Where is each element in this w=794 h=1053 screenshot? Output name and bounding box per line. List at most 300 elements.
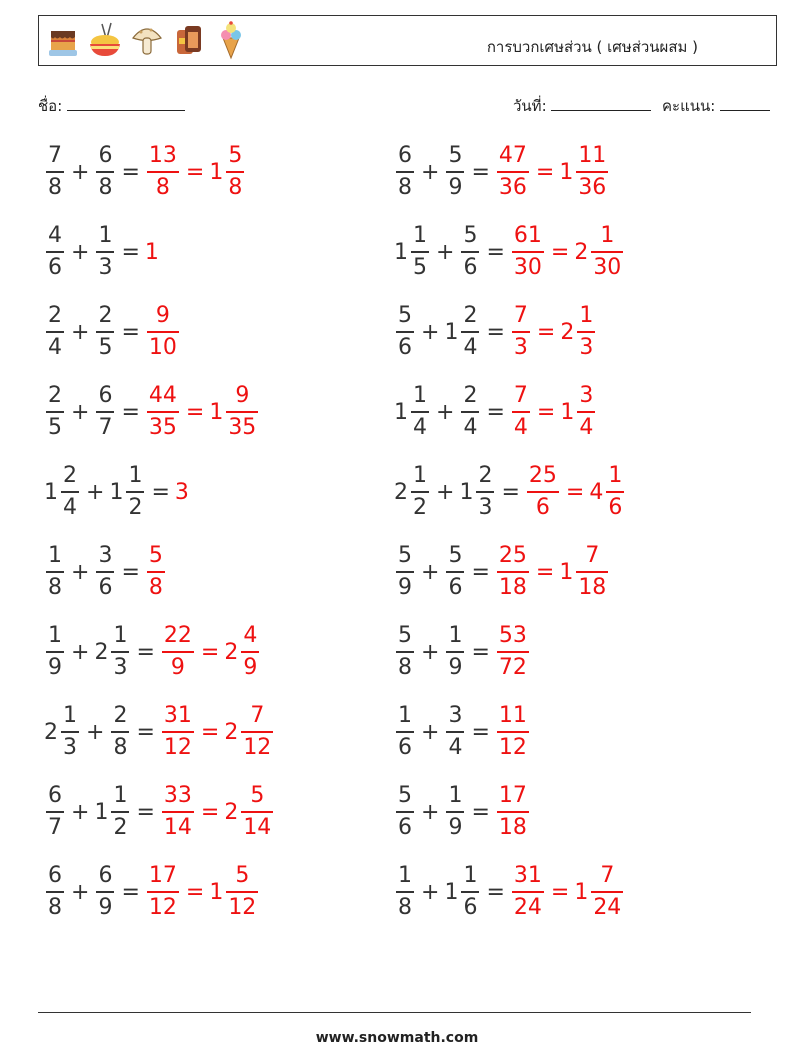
fraction (446, 624, 464, 680)
answer (145, 304, 181, 360)
denominator: 36 (578, 174, 607, 200)
equals-sign: = (200, 639, 220, 665)
fraction-bar (576, 571, 608, 573)
footer-divider (38, 1012, 751, 1013)
answer (175, 480, 190, 505)
answer-improper (160, 784, 196, 840)
addend-b (94, 784, 131, 840)
fraction (446, 544, 464, 600)
numerator: 2 (463, 383, 478, 409)
numerator: 3 (448, 703, 463, 729)
addend-a (394, 464, 431, 520)
fraction-bar (497, 651, 529, 653)
answer-improper (495, 624, 531, 680)
plus-sign: + (436, 399, 455, 425)
denominator: 24 (593, 894, 622, 920)
numerator: 2 (478, 463, 493, 489)
denominator: 72 (498, 654, 527, 680)
numerator: 1 (413, 223, 427, 249)
problem-row (394, 616, 531, 688)
numerator: 1 (579, 303, 594, 329)
fraction (147, 544, 165, 600)
fraction (512, 224, 544, 280)
plus-sign: + (421, 799, 440, 825)
fraction-bar (591, 251, 623, 253)
fraction-bar (147, 171, 179, 173)
numerator: 11 (578, 143, 607, 169)
equals-sign: = (501, 479, 520, 505)
numerator: 5 (448, 143, 463, 169)
numerator: 7 (250, 703, 265, 729)
denominator: 12 (228, 894, 257, 920)
fraction-bar (96, 571, 114, 573)
fraction (46, 384, 64, 440)
denominator: 10 (148, 334, 177, 360)
answer-mixed (559, 144, 610, 200)
toast-icon (171, 20, 207, 60)
fraction-bar (226, 171, 244, 173)
fraction-bar (512, 891, 544, 893)
plus-sign: + (421, 719, 440, 745)
fraction-bar (497, 571, 529, 573)
denominator: 12 (498, 734, 527, 760)
equals-sign: = (486, 399, 505, 425)
fraction-bar (46, 651, 64, 653)
fraction (226, 864, 258, 920)
denominator: 9 (98, 894, 113, 920)
numerator: 1 (463, 863, 478, 889)
addend-a (44, 304, 66, 360)
answer-improper (145, 304, 181, 360)
numerator: 1 (600, 223, 615, 249)
fraction-bar (411, 251, 429, 253)
numerator: 33 (163, 783, 192, 809)
fraction (446, 784, 464, 840)
answer-mixed (589, 464, 626, 520)
answer (495, 544, 610, 600)
fraction-bar (396, 891, 414, 893)
denominator: 7 (98, 414, 113, 440)
addend-a (44, 144, 66, 200)
answer-improper (510, 864, 546, 920)
equals-sign: = (136, 639, 155, 665)
fraction-bar (46, 571, 64, 573)
fraction-bar (96, 171, 114, 173)
fraction (111, 624, 129, 680)
numerator: 5 (398, 543, 412, 569)
numerator: 11 (498, 703, 527, 729)
denominator: 3 (513, 334, 528, 360)
fraction-bar (396, 731, 414, 733)
fraction-bar (446, 731, 464, 733)
fraction (591, 864, 623, 920)
name-field (38, 94, 185, 118)
equals-sign: = (471, 639, 490, 665)
answer (510, 224, 625, 280)
fraction-bar (46, 891, 64, 893)
addend-a (394, 784, 416, 840)
denominator: 9 (243, 654, 258, 680)
denominator: 8 (148, 574, 163, 600)
denominator: 2 (413, 494, 427, 520)
problem-row (394, 856, 625, 928)
fraction (411, 224, 429, 280)
answer (495, 144, 610, 200)
date-blank[interactable] (551, 96, 651, 111)
whole-number: 1 (209, 159, 224, 185)
numerator: 5 (235, 863, 250, 889)
denominator: 5 (413, 254, 427, 280)
fraction-bar (396, 171, 414, 173)
denominator: 9 (48, 654, 62, 680)
fraction-bar (61, 731, 79, 733)
fraction-bar (411, 411, 429, 413)
equals-sign: = (151, 479, 170, 505)
problem-row (44, 456, 190, 528)
problem-row (44, 696, 275, 768)
fraction-bar (512, 251, 544, 253)
denominator: 4 (448, 734, 463, 760)
answer (160, 784, 275, 840)
numerator: 6 (98, 383, 113, 409)
denominator: 30 (593, 254, 622, 280)
answer-mixed (224, 624, 261, 680)
denominator: 5 (98, 334, 113, 360)
fraction-bar (461, 251, 479, 253)
answer-mixed (574, 864, 625, 920)
whole-number: 1 (394, 239, 408, 265)
fraction-bar (162, 811, 194, 813)
answer-mixed (209, 864, 260, 920)
numerator: 7 (513, 303, 528, 329)
fraction-bar (111, 651, 129, 653)
fraction (147, 384, 179, 440)
plus-sign: + (71, 639, 90, 665)
denominator: 3 (98, 254, 113, 280)
answer-improper (145, 144, 181, 200)
numerator: 1 (448, 783, 463, 809)
fraction-bar (241, 731, 273, 733)
fraction-bar (147, 331, 179, 333)
denominator: 9 (448, 654, 463, 680)
denominator: 4 (463, 334, 478, 360)
numerator: 1 (63, 703, 77, 729)
plus-sign: + (71, 799, 90, 825)
fraction-bar (396, 651, 414, 653)
fraction (96, 864, 114, 920)
answer-improper (145, 544, 167, 600)
numerator: 6 (98, 863, 113, 889)
problem-row (394, 216, 625, 288)
name-blank[interactable] (67, 96, 185, 111)
denominator: 2 (113, 814, 128, 840)
denominator: 6 (463, 894, 478, 920)
fraction (46, 224, 64, 280)
equals-sign: = (200, 719, 220, 745)
fraction (461, 864, 479, 920)
fraction (497, 624, 529, 680)
equals-sign: = (471, 159, 490, 185)
fraction-bar (591, 891, 623, 893)
answer (145, 544, 167, 600)
fraction-bar (226, 891, 258, 893)
addend-b (444, 144, 466, 200)
fraction-bar (411, 491, 429, 493)
fraction-bar (61, 491, 79, 493)
numerator: 9 (155, 303, 170, 329)
answer (525, 464, 626, 520)
name-label: ชื่อ: (38, 97, 63, 115)
fraction-bar (512, 411, 530, 413)
score-field (662, 94, 770, 118)
plus-sign: + (86, 479, 105, 505)
addend-a (44, 864, 66, 920)
denominator: 2 (128, 494, 143, 520)
plus-sign: + (71, 559, 90, 585)
plus-sign: + (436, 239, 455, 265)
fraction (111, 784, 129, 840)
answer (160, 704, 275, 760)
denominator: 6 (608, 494, 623, 520)
denominator: 8 (398, 894, 412, 920)
denominator: 35 (148, 414, 177, 440)
problem-row (394, 456, 626, 528)
whole-number: 2 (224, 799, 239, 825)
fraction-bar (461, 891, 479, 893)
fraction (497, 144, 529, 200)
numerator: 1 (413, 383, 427, 409)
plus-sign: + (71, 239, 90, 265)
denominator: 4 (413, 414, 427, 440)
answer-improper (495, 144, 531, 200)
answer-improper (495, 704, 531, 760)
denominator: 8 (398, 654, 412, 680)
numerator: 7 (513, 383, 528, 409)
addend-a (44, 544, 66, 600)
plus-sign: + (86, 719, 105, 745)
fraction-bar (446, 571, 464, 573)
answer-improper (510, 224, 546, 280)
numerator: 2 (113, 703, 128, 729)
answer-mixed (224, 704, 275, 760)
fraction (411, 384, 429, 440)
footer-url: www.snowmath.com (315, 1030, 479, 1046)
fraction-bar (111, 731, 129, 733)
fraction (512, 864, 544, 920)
fraction (396, 864, 414, 920)
fraction (241, 624, 259, 680)
problem-row (44, 376, 260, 448)
fraction (111, 704, 129, 760)
score-blank[interactable] (720, 96, 770, 111)
fraction-bar (111, 811, 129, 813)
fraction (527, 464, 559, 520)
denominator: 9 (170, 654, 185, 680)
denominator: 30 (513, 254, 542, 280)
fraction-bar (396, 811, 414, 813)
equals-sign: = (121, 399, 140, 425)
plus-sign: + (436, 479, 455, 505)
numerator: 22 (163, 623, 192, 649)
whole-number: 2 (574, 239, 589, 265)
fraction (396, 304, 414, 360)
plus-sign: + (421, 639, 440, 665)
whole-number: 2 (94, 639, 109, 665)
problem-row (394, 136, 610, 208)
addend-b (444, 784, 466, 840)
fraction (446, 704, 464, 760)
equals-sign: = (535, 559, 555, 585)
numerator: 1 (398, 863, 412, 889)
fraction-bar (96, 251, 114, 253)
denominator: 9 (448, 174, 463, 200)
answer (145, 384, 260, 440)
denominator: 6 (398, 334, 412, 360)
whole-number: 2 (44, 719, 58, 745)
answer-improper (160, 704, 196, 760)
problem-row (44, 296, 181, 368)
answer-improper (495, 784, 531, 840)
cake-icon (45, 20, 81, 60)
addend-b (444, 624, 466, 680)
worksheet-title: การบวกเศษส่วน ( เศษส่วนผสม ) (486, 38, 698, 56)
fraction-bar (497, 171, 529, 173)
fraction (241, 784, 273, 840)
score-label: คะแนน: (662, 97, 716, 115)
numerator: 13 (148, 143, 177, 169)
equals-sign: = (471, 719, 490, 745)
fraction-bar (46, 331, 64, 333)
numerator: 4 (48, 223, 62, 249)
date-field (513, 94, 651, 118)
fraction (396, 704, 414, 760)
equals-sign: = (486, 319, 505, 345)
denominator: 12 (163, 734, 192, 760)
denominator: 24 (513, 894, 542, 920)
whole-number: 1 (574, 879, 589, 905)
numerator: 47 (498, 143, 527, 169)
numerator: 1 (113, 783, 128, 809)
whole-number: 1 (94, 799, 109, 825)
numerator: 9 (235, 383, 250, 409)
fraction-bar (241, 651, 259, 653)
equals-sign: = (121, 559, 140, 585)
answer (495, 704, 531, 760)
addend-b (94, 144, 116, 200)
fraction-bar (512, 331, 530, 333)
numerator: 5 (398, 623, 412, 649)
fraction-bar (497, 731, 529, 733)
numerator: 61 (513, 223, 542, 249)
numerator: 1 (98, 223, 113, 249)
equals-sign: = (550, 239, 570, 265)
denominator: 4 (579, 414, 594, 440)
answer-mixed (209, 144, 246, 200)
addend-a (394, 144, 416, 200)
denominator: 9 (448, 814, 463, 840)
fraction-bar (577, 411, 595, 413)
addend-a (44, 384, 66, 440)
answer (160, 624, 261, 680)
numerator: 1 (128, 463, 143, 489)
plus-sign: + (421, 559, 440, 585)
denominator: 8 (98, 174, 113, 200)
fraction-bar (226, 411, 258, 413)
numerator: 7 (585, 543, 600, 569)
denominator: 14 (163, 814, 192, 840)
numerator: 1 (608, 463, 623, 489)
numerator: 5 (463, 223, 478, 249)
fraction-bar (147, 891, 179, 893)
whole-number: 1 (444, 879, 459, 905)
fraction-bar (446, 651, 464, 653)
whole-number: 1 (559, 159, 574, 185)
whole-number: 4 (589, 479, 604, 505)
fraction-bar (446, 811, 464, 813)
plus-sign: + (71, 399, 90, 425)
numerator: 25 (498, 543, 527, 569)
equals-sign: = (121, 159, 140, 185)
fraction (576, 544, 608, 600)
denominator: 6 (535, 494, 550, 520)
numerator: 5 (148, 543, 163, 569)
denominator: 7 (48, 814, 62, 840)
numerator: 6 (98, 143, 113, 169)
fraction (411, 464, 429, 520)
whole-number: 1 (144, 239, 159, 265)
answer-mixed (574, 224, 625, 280)
worksheet-header (38, 15, 777, 66)
equals-sign: = (185, 399, 205, 425)
numerator: 1 (413, 463, 427, 489)
fraction (497, 704, 529, 760)
denominator: 3 (63, 734, 77, 760)
whole-number: 1 (209, 879, 224, 905)
numerator: 5 (398, 303, 412, 329)
problem-row (394, 376, 597, 448)
whole-number: 1 (394, 399, 408, 425)
denominator: 18 (578, 574, 607, 600)
fraction (46, 144, 64, 200)
fraction-bar (461, 331, 479, 333)
fraction (497, 784, 529, 840)
problem-row (394, 536, 610, 608)
fraction (512, 384, 530, 440)
equals-sign: = (121, 319, 140, 345)
addend-a (44, 784, 66, 840)
answer-mixed (224, 784, 275, 840)
equals-sign: = (565, 479, 585, 505)
fraction (46, 304, 64, 360)
fraction-bar (527, 491, 559, 493)
fraction (61, 704, 79, 760)
whole-number: 1 (459, 479, 474, 505)
fraction (46, 864, 64, 920)
fraction-bar (46, 251, 64, 253)
fraction (461, 304, 479, 360)
fraction-bar (96, 331, 114, 333)
fraction-bar (577, 331, 595, 333)
fraction-bar (147, 411, 179, 413)
equals-sign: = (550, 879, 570, 905)
problem-row (394, 296, 597, 368)
numerator: 4 (243, 623, 258, 649)
answer-improper (510, 304, 532, 360)
numerator: 31 (513, 863, 542, 889)
addend-b (109, 704, 131, 760)
equals-sign: = (536, 319, 556, 345)
denominator: 9 (398, 574, 412, 600)
